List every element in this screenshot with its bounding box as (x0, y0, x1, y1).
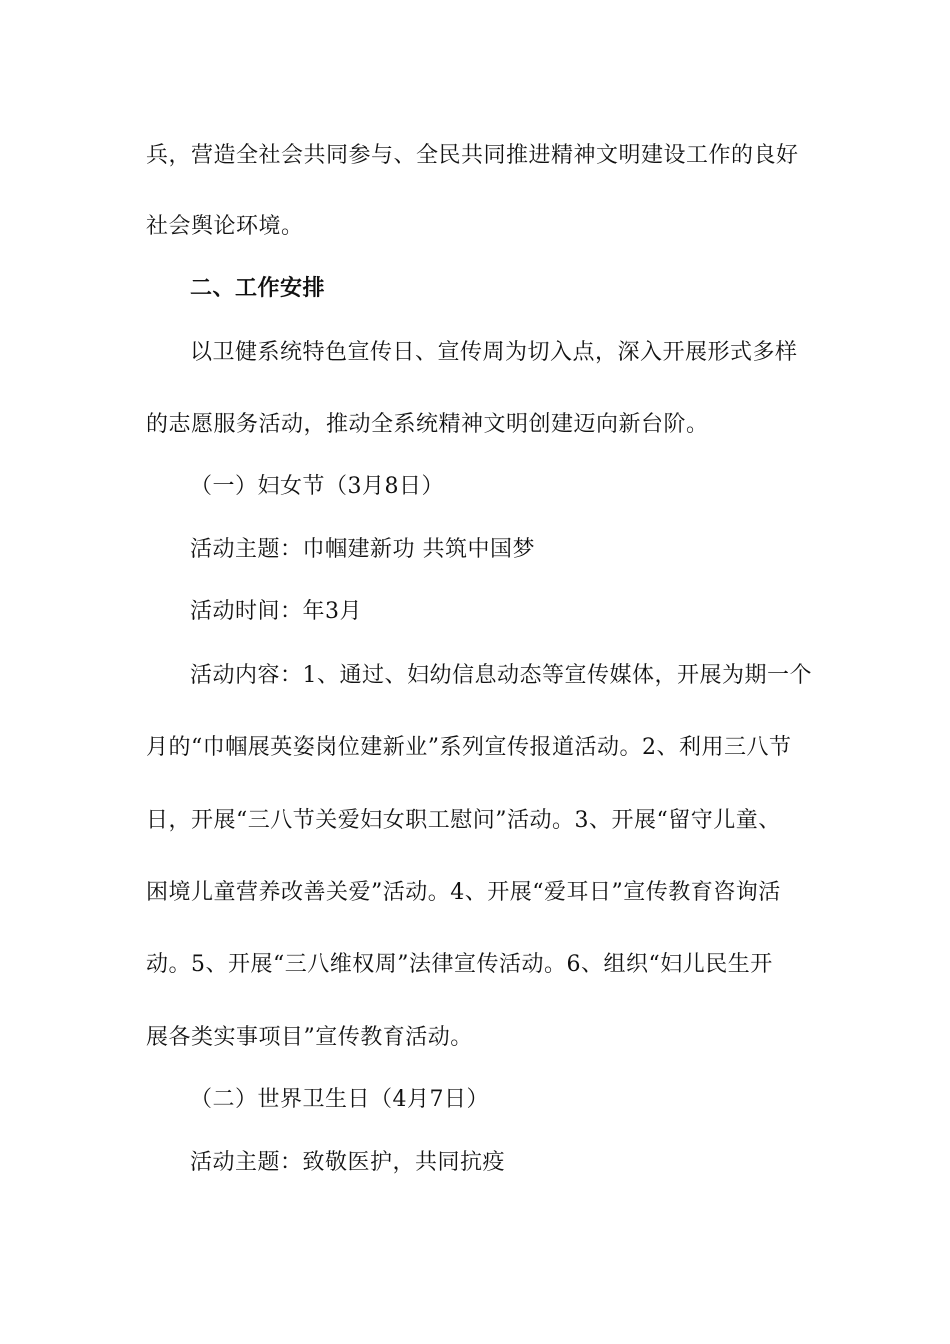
subsection-heading: （二）世界卫生日（4月7日） (190, 1087, 489, 1112)
subsection-heading: （一）妇女节（3月8日） (190, 474, 444, 499)
body-text-line: 的志愿服务活动，推动全系统精神文明创建迈向新台阶。 (146, 412, 709, 437)
activity-theme: 活动主题：巾帼建新功 共筑中国梦 (190, 537, 535, 562)
section-heading: 二、工作安排 (190, 275, 326, 301)
activity-content: 活动内容：1、通过、妇幼信息动态等宣传媒体，开展为期一个 (190, 663, 812, 688)
activity-theme: 活动主题：致敬医护，共同抗疫 (190, 1150, 506, 1175)
body-text-line: 展各类实事项目”宣传教育活动。 (146, 1025, 473, 1050)
body-text-line: 社会舆论环境。 (146, 214, 304, 239)
activity-time: 活动时间：年3月 (190, 599, 362, 624)
body-text-line: 月的“巾帼展英姿岗位建新业”系列宣传报道活动。2、利用三八节 (146, 735, 792, 760)
body-text-line: 以卫健系统特色宣传日、宣传周为切入点，深入开展形式多样 (190, 340, 798, 365)
body-text-line: 动。5、开展“三八维权周”法律宣传活动。6、组织“妇儿民生开 (146, 952, 773, 977)
body-text-line: 困境儿童营养改善关爱”活动。4、开展“爱耳日”宣传教育咨询活 (146, 880, 781, 905)
body-text-line: 兵，营造全社会共同参与、全民共同推进精神文明建设工作的良好 (146, 143, 799, 168)
body-text-line: 日，开展“三八节关爱妇女职工慰问”活动。3、开展“留守儿童、 (146, 808, 781, 833)
